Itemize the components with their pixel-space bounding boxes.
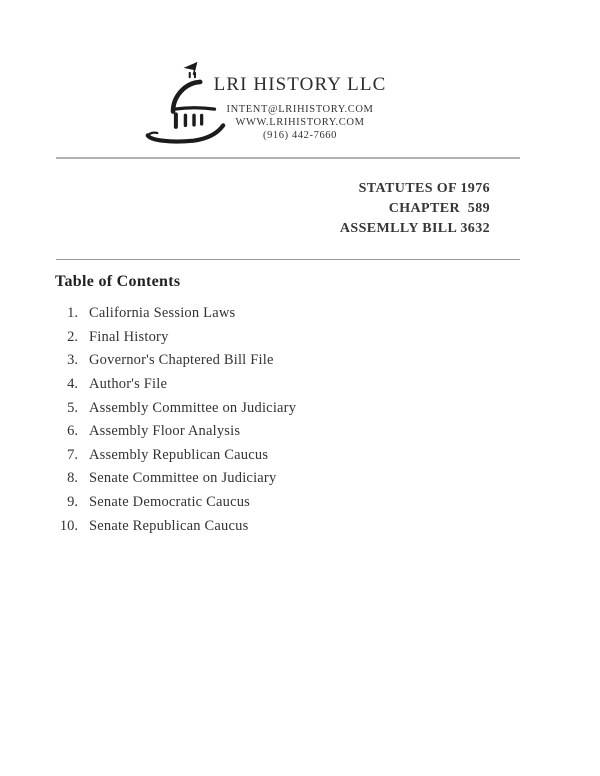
toc-list bbox=[0, 302, 600, 538]
toc-item-number: 5. bbox=[67, 399, 78, 416]
company-name: LRI HISTORY LLC bbox=[213, 74, 387, 95]
toc-item-label: Assembly Committee on Judiciary bbox=[89, 399, 297, 416]
toc-item-number: 3. bbox=[67, 352, 78, 369]
toc-item-label: Assembly Floor Analysis bbox=[89, 423, 241, 440]
toc-item bbox=[0, 491, 600, 515]
toc-item-number: 4. bbox=[67, 376, 78, 393]
toc-item-label: Author's File bbox=[89, 376, 168, 393]
toc-item bbox=[0, 467, 600, 491]
toc-item bbox=[0, 514, 600, 538]
toc-title: Table of Contents bbox=[55, 273, 181, 290]
divider-top bbox=[56, 157, 520, 159]
toc-item-number: 8. bbox=[67, 470, 78, 487]
toc-item-label: Governor's Chaptered Bill File bbox=[89, 352, 274, 369]
toc-item-label: California Session Laws bbox=[89, 305, 236, 322]
toc-item-number: 2. bbox=[67, 328, 78, 345]
toc-item-number: 9. bbox=[67, 494, 78, 511]
toc-item-label: Senate Republican Caucus bbox=[89, 517, 249, 534]
website-text: WWW.LRIHISTORY.COM bbox=[235, 117, 365, 128]
toc-item-number: 6. bbox=[67, 423, 78, 440]
toc-item bbox=[0, 373, 600, 397]
toc-item bbox=[0, 326, 600, 350]
divider-bottom bbox=[56, 259, 520, 260]
phone-text: (916) 442-7660 bbox=[262, 130, 337, 141]
toc-item-number: 10. bbox=[59, 517, 78, 534]
toc-item-label: Final History bbox=[89, 328, 169, 345]
toc-item-number: 1. bbox=[67, 305, 78, 322]
assembly-bill-line: ASSEMLLY BILL 3632 bbox=[339, 221, 490, 236]
toc-item bbox=[0, 420, 600, 444]
chapter-line: CHAPTER 589 bbox=[388, 201, 490, 216]
statutes-year-line: STATUTES OF 1976 bbox=[358, 181, 490, 196]
email-text: INTENT@LRIHISTORY.COM bbox=[226, 104, 374, 115]
toc-item-label: Senate Democratic Caucus bbox=[89, 494, 251, 511]
toc-item-label: Senate Committee on Judiciary bbox=[89, 470, 277, 487]
letterhead bbox=[0, 74, 600, 142]
toc-item bbox=[0, 349, 600, 373]
toc-item bbox=[0, 302, 600, 326]
statute-reference-block bbox=[340, 179, 490, 239]
toc-item bbox=[0, 444, 600, 468]
toc-item-label: Assembly Republican Caucus bbox=[89, 446, 269, 463]
toc-item bbox=[0, 396, 600, 420]
toc-item-number: 7. bbox=[67, 446, 78, 463]
